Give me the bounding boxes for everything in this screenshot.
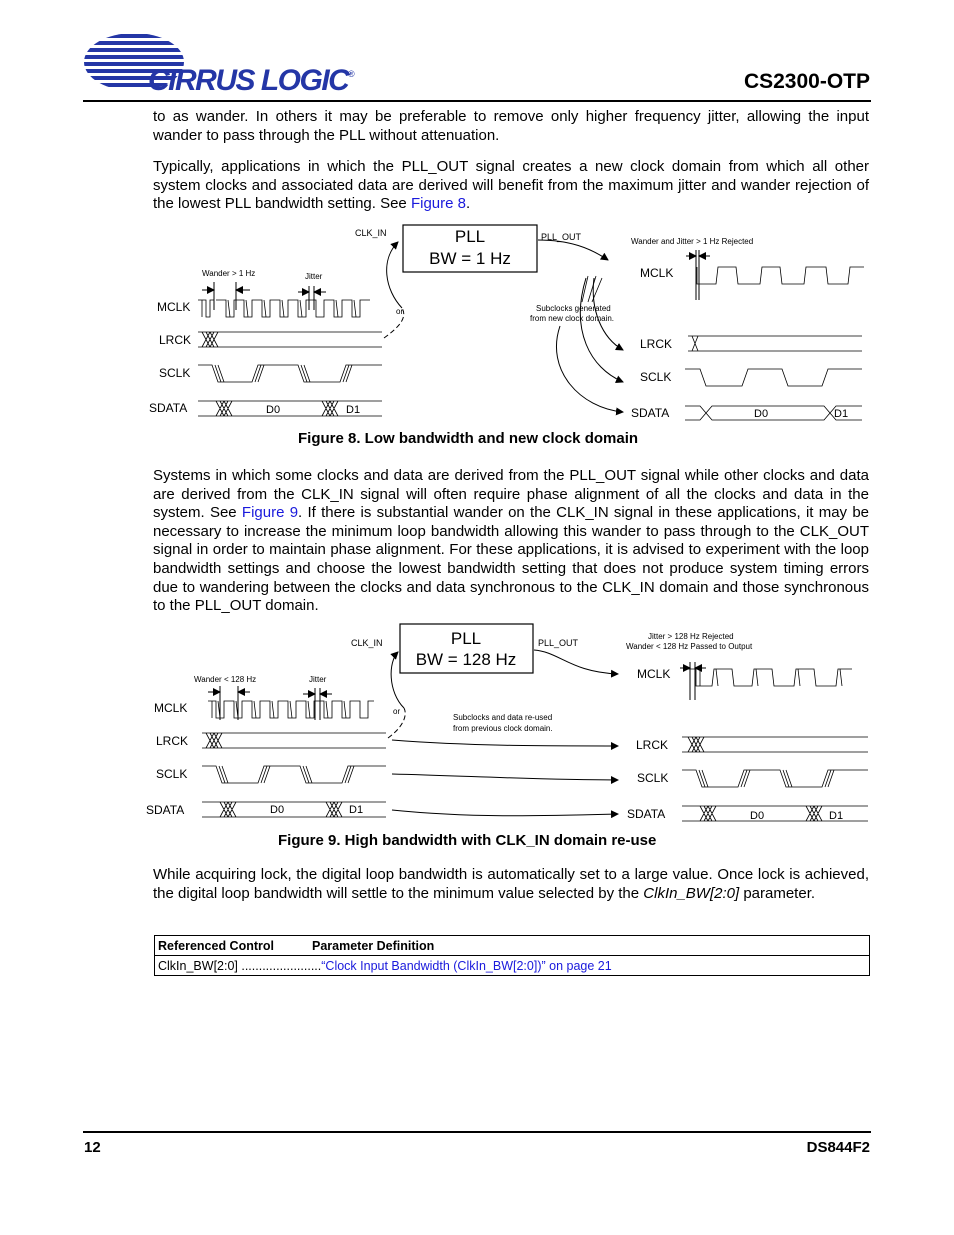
- table-row: [155, 956, 870, 976]
- table-header-definition: Parameter Definition: [309, 936, 870, 956]
- paragraph-1: to as wander. In others it may be preferable to remove only higher frequency jitter, allowing the input wander to pass through the PLL without attenuation.: [153, 108, 869, 144]
- sdata-out-d1: D1: [834, 408, 849, 420]
- signal-label-sclk-out: SCLK: [637, 771, 669, 785]
- sclk-in-waveform: [202, 766, 386, 783]
- logo-text: CIRRUS LOGIC: [148, 64, 349, 97]
- pll-label: PLL: [454, 227, 486, 246]
- sdata-in-d0: D0: [266, 404, 281, 416]
- pll-out-arrow: [538, 240, 608, 260]
- or-label: or: [396, 307, 404, 316]
- paragraph-2: Typically, applications in which the PLL_OUT signal creates a new clock domain from which all other system clocks and associated data are derived will benefit from the maximum jitter and wander rejection of the lowest PLL bandwidth setting. See Figure 8.: [153, 158, 869, 213]
- signal-label-sclk-in: SCLK: [156, 767, 188, 781]
- figure-9-diagram: [140, 620, 880, 830]
- jitter-label: Jitter: [305, 272, 323, 281]
- mclk-out-waveform: [697, 267, 864, 284]
- sdata-in-d1: D1: [346, 404, 361, 416]
- pll-label: PLL: [450, 629, 482, 648]
- paragraph-4: While acquiring lock, the digital loop bandwidth is automatically set to a large value. Once lock is achieved, the digital loop bandwidth will settle to the minimum value selected by the ClkIn_BW[2:0] parameter.: [153, 866, 869, 902]
- sclk-out-waveform: [685, 369, 862, 386]
- figure-8-caption: Figure 8. Low bandwidth and new clock domain: [298, 430, 639, 447]
- lrck-out-waveform: [682, 737, 868, 752]
- subclocks-line-2: from new clock domain.: [530, 314, 615, 323]
- rejected-label: Wander and Jitter > 1 Hz Rejected: [631, 237, 754, 246]
- clk-in-label: CLK_IN: [351, 638, 383, 648]
- signal-label-mclk-out: MCLK: [637, 667, 671, 681]
- signal-label-sclk-out: SCLK: [640, 370, 672, 384]
- sdata-out-d0: D0: [750, 810, 765, 822]
- subclock-arrow-sclk: [580, 278, 623, 382]
- pll-out-arrow: [534, 650, 618, 674]
- reuse-arrow-sclk: [392, 774, 618, 780]
- pll-bandwidth: BW = 1 Hz: [429, 249, 511, 268]
- sclk-in-waveform: [198, 365, 382, 382]
- table-header-control: Referenced Control: [155, 936, 310, 956]
- jitter-label: Jitter: [309, 675, 327, 684]
- subclock-arrow-sdata: [556, 326, 623, 412]
- table-header-row: [155, 936, 870, 956]
- signal-label-sdata-in: SDATA: [146, 803, 185, 817]
- signal-label-lrck-in: LRCK: [159, 333, 192, 347]
- sdata-out-d1: D1: [829, 810, 844, 822]
- signal-label-lrck-out: LRCK: [636, 738, 669, 752]
- pll-out-label: PLL_OUT: [538, 638, 579, 648]
- subclocks-line-2: from previous clock domain.: [453, 724, 553, 733]
- table-row-cell: ClkIn_BW[2:0] .......................“Clock Input Bandwidth (ClkIn_BW[2:0])” on page 21: [155, 956, 870, 976]
- lrck-out-waveform: [688, 336, 862, 351]
- figure-9-link[interactable]: Figure 9: [241, 504, 299, 522]
- clock-input-bandwidth-link[interactable]: “Clock Input Bandwidth (ClkIn_BW[2:0])” on page 21: [321, 958, 612, 973]
- footer-rule: [83, 1131, 871, 1133]
- signal-label-sclk-in: SCLK: [159, 366, 191, 380]
- page-number: 12: [84, 1139, 101, 1156]
- document-id: DS844F2: [806, 1139, 870, 1156]
- wander-label: Wander > 1 Hz: [202, 269, 256, 278]
- pll-bandwidth: BW = 128 Hz: [415, 650, 517, 669]
- reuse-arrow-sdata: [392, 810, 618, 816]
- sdata-in-d1: D1: [349, 804, 364, 816]
- lrck-in-waveform: [198, 332, 382, 347]
- header-rule: [83, 100, 871, 102]
- signal-label-mclk-out: MCLK: [640, 266, 674, 280]
- rejected-line-2: Wander < 128 Hz Passed to Output: [626, 642, 753, 651]
- reuse-arrow-lrck: [392, 740, 618, 746]
- figure-8-diagram: [140, 220, 880, 430]
- referenced-control-table: [154, 935, 870, 976]
- lrck-in-waveform: [202, 733, 386, 748]
- clk-in-arrow: [387, 242, 402, 308]
- wander-label: Wander < 128 Hz: [194, 675, 257, 684]
- doc-title: CS2300-OTP: [743, 70, 870, 93]
- signal-label-sdata-in: SDATA: [149, 401, 188, 415]
- sdata-in-d0: D0: [270, 804, 285, 816]
- mclk-in-waveform: [208, 701, 374, 718]
- sclk-out-waveform: [682, 770, 868, 787]
- figure-9-caption: Figure 9. High bandwidth with CLK_IN domain re-use: [278, 832, 657, 849]
- company-logo: [82, 32, 372, 102]
- signal-label-mclk-in: MCLK: [154, 701, 188, 715]
- signal-label-lrck-out: LRCK: [640, 337, 673, 351]
- mclk-in-waveform: [198, 300, 370, 317]
- sdata-out-d0: D0: [754, 408, 769, 420]
- or-label: or: [393, 707, 401, 716]
- signal-label-sdata-out: SDATA: [627, 807, 666, 821]
- paragraph-3: Systems in which some clocks and data are derived from the PLL_OUT signal while other clocks and data are derived from the CLK_IN signal will often require phase alignment of all the clocks and data in the system. See Figure 9. If there is substantial wander on the CLK_IN signal in these applications, it may be necessary to increase the minimum loop bandwidth allowing this wander to pass through to the CLK_OUT signal in order to maintain phase alignment. For these applications, it is advised to experiment with the loop bandwidth settings and choose the lowest bandwidth setting that does not produce system timing errors due to wandering between the clocks and data synchronous to the CLK_IN domain and those synchronous to the PLL_OUT domain.: [153, 467, 870, 615]
- rejected-line-1: Jitter > 128 Hz Rejected: [648, 632, 734, 641]
- subclocks-line-1: Subclocks and data re-used: [453, 713, 553, 722]
- signal-label-mclk-in: MCLK: [157, 300, 191, 314]
- logo-mark: ®: [348, 69, 355, 79]
- signal-label-sdata-out: SDATA: [631, 406, 670, 420]
- signal-label-lrck-in: LRCK: [156, 734, 189, 748]
- mclk-out-waveform: [688, 669, 852, 686]
- pll-out-label: PLL_OUT: [541, 232, 582, 242]
- subclocks-line-1: Subclocks generated: [536, 304, 611, 313]
- clk-in-label: CLK_IN: [355, 228, 387, 238]
- figure-8-link[interactable]: Figure 8: [410, 195, 466, 213]
